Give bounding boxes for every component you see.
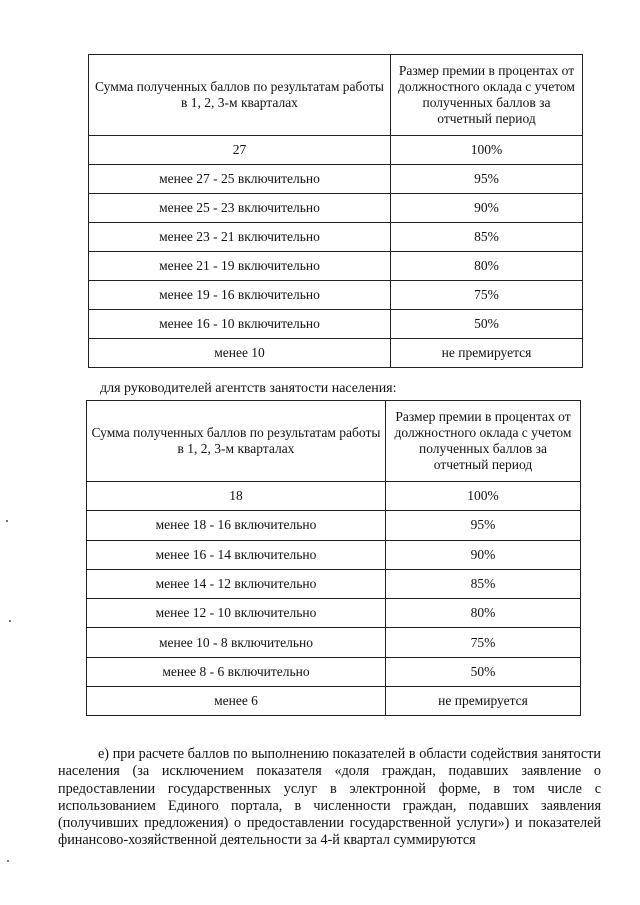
score-cell: менее 10 — [89, 339, 391, 368]
score-cell: менее 27 - 25 включительно — [89, 165, 391, 194]
bonus-table-2 — [86, 400, 581, 716]
table-row — [89, 136, 583, 165]
header-bonus-cell: Размер премии в процентах от должностного оклада с учетом полученных баллов за отчетный период — [386, 401, 581, 482]
table-row — [87, 599, 581, 628]
bonus-cell: не премируется — [386, 687, 581, 716]
score-cell: 18 — [87, 482, 386, 511]
table-row — [89, 165, 583, 194]
score-cell: менее 21 - 19 включительно — [89, 252, 391, 281]
score-cell: менее 18 - 16 включительно — [87, 511, 386, 540]
table-row — [89, 339, 583, 368]
paragraph-text: е) при расчете баллов по выполнению показателей в области содействия занятости населения (за исключением показателя «доля граждан, подавших заявление о предоставлении государственных услуг в электронной форме, в том числе с использованием Единого портала, в численности граждан, подавших заявления (получивших предложения) о предоставлении государственной услуги») и показателей финансово-хозяйственной деятельности за 4-й квартал суммируются — [58, 746, 601, 849]
table-row — [89, 194, 583, 223]
header-score-cell: Сумма полученных баллов по результатам работы в 1, 2, 3-м кварталах — [87, 401, 386, 482]
table-2-caption: для руководителей агентств занятости населения: — [100, 381, 397, 396]
score-cell: менее 8 - 6 включительно — [87, 657, 386, 686]
table-row — [89, 252, 583, 281]
score-cell: менее 12 - 10 включительно — [87, 599, 386, 628]
bonus-cell: 85% — [386, 569, 581, 598]
bonus-cell: 90% — [391, 194, 583, 223]
table-row — [89, 281, 583, 310]
table-header-row — [89, 55, 583, 136]
bonus-table-1 — [88, 54, 583, 368]
score-cell: менее 6 — [87, 687, 386, 716]
score-cell: менее 16 - 14 включительно — [87, 540, 386, 569]
bonus-cell: 90% — [386, 540, 581, 569]
table-header-row — [87, 401, 581, 482]
table-row — [89, 310, 583, 339]
bonus-cell: 85% — [391, 223, 583, 252]
scan-speck — [6, 520, 8, 522]
body-paragraph — [58, 746, 601, 849]
table-row — [87, 482, 581, 511]
score-cell: 27 — [89, 136, 391, 165]
table-row — [87, 657, 581, 686]
table-row — [87, 687, 581, 716]
score-cell: менее 10 - 8 включительно — [87, 628, 386, 657]
table-row — [87, 569, 581, 598]
bonus-cell: 75% — [386, 628, 581, 657]
bonus-cell: 80% — [386, 599, 581, 628]
score-cell: менее 25 - 23 включительно — [89, 194, 391, 223]
score-cell: менее 19 - 16 включительно — [89, 281, 391, 310]
score-cell: менее 14 - 12 включительно — [87, 569, 386, 598]
table-row — [87, 628, 581, 657]
bonus-cell: не премируется — [391, 339, 583, 368]
bonus-cell: 50% — [391, 310, 583, 339]
scan-speck — [7, 860, 9, 862]
table-row — [87, 511, 581, 540]
bonus-cell: 100% — [386, 482, 581, 511]
bonus-cell: 80% — [391, 252, 583, 281]
bonus-cell: 95% — [386, 511, 581, 540]
header-bonus-cell: Размер премии в процентах от должностного оклада с учетом полученных баллов за отчетный период — [391, 55, 583, 136]
bonus-cell: 50% — [386, 657, 581, 686]
table-row — [89, 223, 583, 252]
header-score-cell: Сумма полученных баллов по результатам работы в 1, 2, 3-м кварталах — [89, 55, 391, 136]
score-cell: менее 23 - 21 включительно — [89, 223, 391, 252]
bonus-cell: 100% — [391, 136, 583, 165]
score-cell: менее 16 - 10 включительно — [89, 310, 391, 339]
scan-speck — [9, 620, 11, 622]
table-row — [87, 540, 581, 569]
bonus-cell: 95% — [391, 165, 583, 194]
bonus-cell: 75% — [391, 281, 583, 310]
